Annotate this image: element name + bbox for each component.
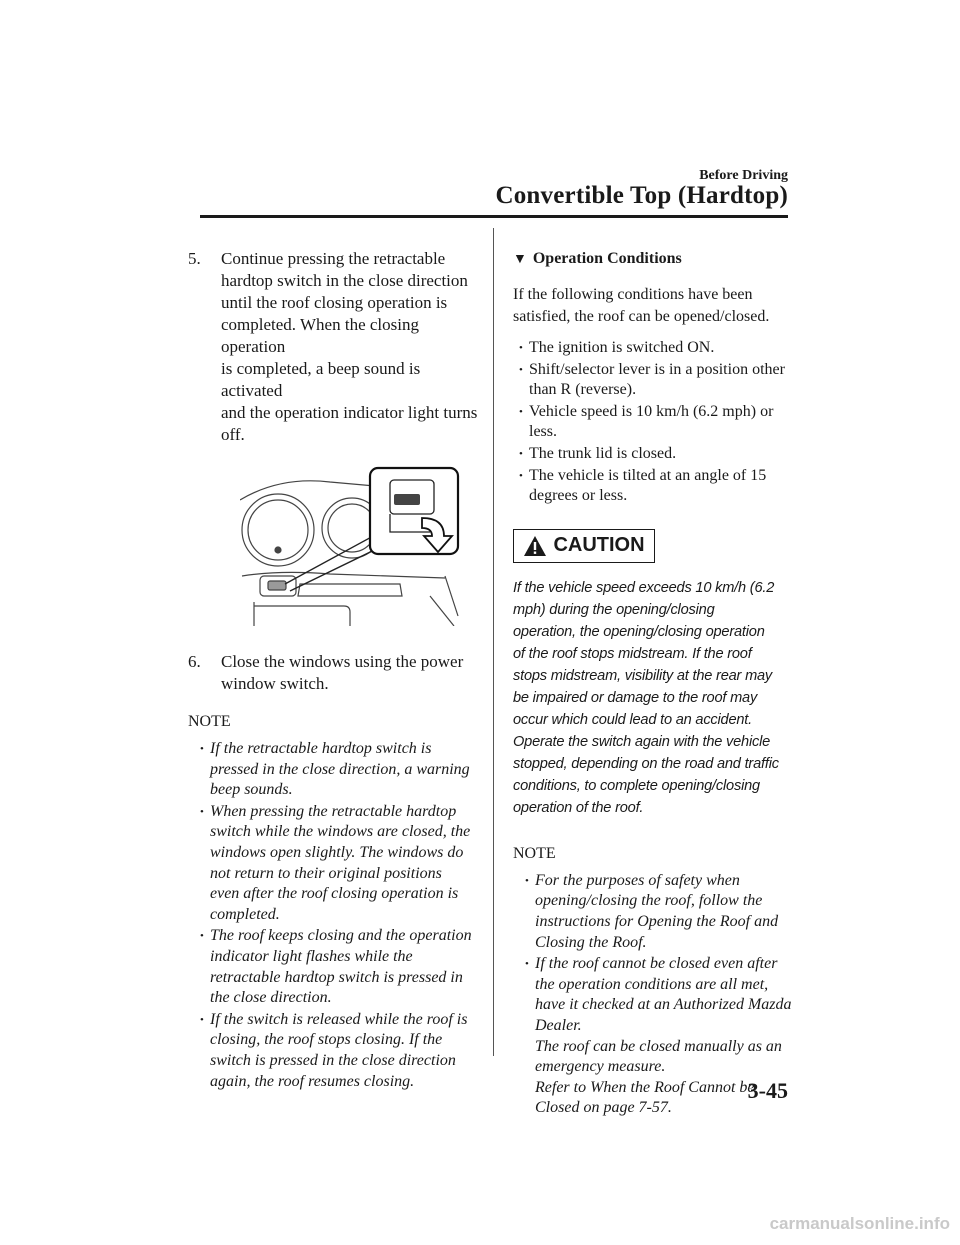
caution-line: Operate the switch again with the vehicle [513, 733, 771, 750]
caution-line: be impaired or damage to the roof may [513, 689, 758, 706]
step-number: 5. [188, 249, 201, 268]
note-line: windows open slightly. The windows do [210, 843, 464, 861]
caution-line: occur which could lead to an accident. [513, 711, 753, 728]
condition-item [513, 444, 793, 465]
condition-line: • The vehicle is tilted at an angle of 15 [529, 466, 767, 484]
condition-item [513, 338, 793, 359]
note-item [188, 1010, 480, 1092]
step-line: hardtop switch in the close direction [221, 271, 468, 290]
condition-item [513, 466, 793, 507]
condition-list [513, 338, 793, 507]
note-line: • If the retractable hardtop switch is [210, 740, 432, 757]
condition-line: • Vehicle speed is 10 km/h (6.2 mph) or [529, 402, 774, 420]
caution-line: operation, the opening/closing operation [513, 623, 765, 640]
step-6 [188, 651, 480, 695]
condition-line: • Shift/selector lever is in a position other [529, 360, 785, 378]
condition-line: • The ignition is switched ON. [529, 339, 715, 356]
note-line: • If the switch is released while the roof is [210, 1010, 468, 1028]
condition-item [513, 360, 793, 401]
condition-item [513, 402, 793, 443]
intro-paragraph [513, 284, 793, 328]
note-line: have it checked at an Authorized Mazda [535, 996, 792, 1014]
section-heading [513, 248, 793, 271]
caution-line: stopped, depending on the road and traffic [513, 755, 779, 772]
dashboard-switch-illustration [240, 466, 462, 626]
step-number: 6. [188, 652, 201, 671]
note-line: • When pressing the retractable hardtop [210, 802, 457, 820]
note-line: • For the purposes of safety when [535, 871, 740, 889]
note-line: opening/closing the roof, follow the [535, 892, 763, 910]
note-line: • The roof keeps closing and the operation [210, 927, 472, 945]
intro-line: If the following conditions have been [513, 286, 753, 303]
note-line: Closed on page 7-57. [535, 1099, 672, 1117]
caution-line: of the roof stops midstream. If the roof [513, 645, 752, 662]
caution-line: stops midstream, visibility at the rear may [513, 667, 773, 684]
page-title: Convertible Top (Hardtop) [495, 182, 788, 209]
note-line: instructions for Opening the Roof and [535, 912, 779, 930]
condition-line: degrees or less. [529, 487, 628, 505]
note-line: even after the roof closing operation is [210, 885, 459, 903]
note-label: NOTE [513, 844, 556, 862]
note-line: the close direction. [210, 989, 332, 1007]
note-line: Closing the Roof. [535, 933, 647, 951]
step-5 [188, 248, 480, 446]
header-rule [200, 215, 788, 218]
watermark: carmanualsonline.info [769, 1214, 950, 1233]
note-line: again, the roof resumes closing. [210, 1072, 415, 1090]
note-line: completed. [210, 905, 280, 923]
warning-triangle-icon [523, 535, 547, 557]
note-line: the operation conditions are all met, [535, 975, 769, 993]
note-label: NOTE [188, 713, 231, 730]
step-line: window switch. [221, 674, 329, 693]
right-column [513, 248, 793, 1120]
column-divider [493, 228, 494, 1056]
note-line: closing, the roof stops closing. If the [210, 1031, 443, 1049]
step-line: Close the windows using the power [221, 652, 464, 671]
caution-line: conditions, to complete opening/closing [513, 777, 760, 794]
section-label: Before Driving [699, 168, 788, 183]
note-line: not return to their original positions [210, 864, 442, 882]
caution-box [513, 529, 655, 563]
caution-text [513, 577, 793, 819]
step-line: and the operation indicator light turns [221, 403, 478, 422]
note-line: retractable hardtop switch is pressed in [210, 968, 463, 986]
condition-line: than R (reverse). [529, 381, 637, 399]
note-line: switch is pressed in the close direction [210, 1051, 456, 1069]
note-item [188, 739, 480, 801]
step-line: Continue pressing the retractable [221, 249, 446, 268]
note-line: The roof can be closed manually as an [535, 1037, 782, 1055]
heading-text: Operation Conditions [532, 250, 682, 267]
step-line: is completed, a beep sound is activated [221, 359, 421, 400]
step-line: completed. When the closing operation [221, 315, 419, 356]
note-line: • If the roof cannot be closed even after [535, 955, 778, 973]
intro-line: satisfied, the roof can be opened/closed. [513, 308, 770, 325]
note-line: indicator light flashes while the [210, 947, 413, 965]
note-line: Refer to When the Roof Cannot be [535, 1078, 755, 1096]
note-list [188, 739, 480, 1092]
note-line: pressed in the close direction, a warning [210, 760, 470, 778]
heading-marker-icon: ▼ [513, 252, 527, 267]
caution-line: If the vehicle speed exceeds 10 km/h (6.2 [513, 579, 775, 596]
condition-line: less. [529, 423, 557, 441]
caution-line: mph) during the opening/closing [513, 601, 715, 618]
note-item [513, 871, 793, 953]
note-line: beep sounds. [210, 781, 293, 799]
note-line: Dealer. [535, 1016, 582, 1034]
note-item [188, 802, 480, 926]
step-line: until the roof closing operation is [221, 293, 448, 312]
page-number: 3-45 [747, 1078, 788, 1103]
step-line: off. [221, 425, 245, 444]
caution-label: CAUTION [553, 534, 645, 557]
note-line: switch while the windows are closed, the [210, 823, 471, 841]
note-item [188, 926, 480, 1008]
caution-line: operation of the roof. [513, 799, 644, 816]
note-line: emergency measure. [535, 1058, 666, 1076]
left-column [188, 248, 480, 1093]
condition-line: • The trunk lid is closed. [529, 444, 677, 462]
